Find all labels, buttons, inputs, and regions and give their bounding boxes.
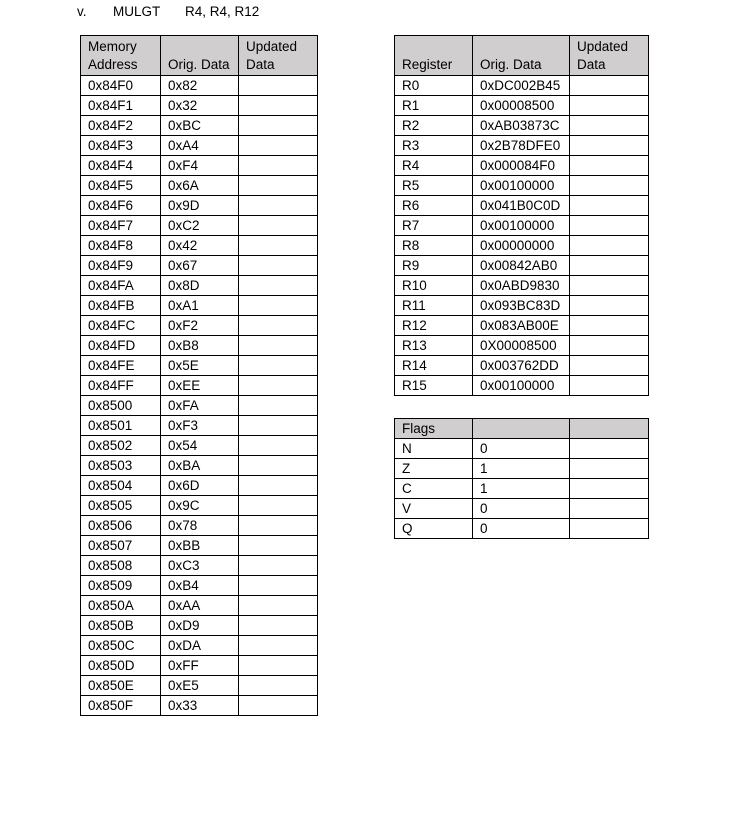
register-name-cell: R0 [395,76,473,96]
memory-orig-data-cell: 0xF3 [161,416,239,436]
memory-address-cell: 0x8507 [81,536,161,556]
memory-address-cell: 0x8506 [81,516,161,536]
memory-row [81,536,318,556]
memory-row [81,596,318,616]
memory-row [81,416,318,436]
memory-address-cell: 0x8504 [81,476,161,496]
register-orig-data-cell: 0x041B0C0D [473,196,570,216]
memory-address-cell: 0x84FE [81,356,161,376]
memory-orig-data-cell: 0xAA [161,596,239,616]
memory-row [81,296,318,316]
memory-orig-data-cell: 0xC2 [161,216,239,236]
memory-row [81,356,318,376]
register-orig-data-cell: 0x093BC83D [473,296,570,316]
register-row [395,76,649,96]
memory-orig-data-cell: 0xA4 [161,136,239,156]
flags-table-body [395,439,649,539]
memory-orig-data-cell: 0xBA [161,456,239,476]
memory-orig-data-cell: 0xB4 [161,576,239,596]
flag-updated-value-cell [570,479,649,499]
register-name-cell: R4 [395,156,473,176]
register-row [395,96,649,116]
flag-orig-value-cell: 1 [473,479,570,499]
memory-orig-data-cell: 0x8D [161,276,239,296]
register-name-cell: R8 [395,236,473,256]
register-name-cell: R6 [395,196,473,216]
register-row [395,356,649,376]
memory-address-cell: 0x84F5 [81,176,161,196]
register-updated-data-cell [570,156,649,176]
register-row [395,216,649,236]
memory-address-cell: 0x8502 [81,436,161,456]
memory-address-cell: 0x84FF [81,376,161,396]
register-row [395,156,649,176]
memory-updated-data-cell [239,216,318,236]
memory-address-cell: 0x850C [81,636,161,656]
memory-orig-data-cell: 0xBC [161,116,239,136]
memory-address-cell: 0x84FA [81,276,161,296]
register-name-cell: R3 [395,136,473,156]
instruction-mnemonic: MULGT [113,4,161,19]
flag-name-cell: Z [395,459,473,479]
register-orig-data-cell: 0x00842AB0 [473,256,570,276]
memory-address-cell: 0x84F2 [81,116,161,136]
memory-address-cell: 0x84F6 [81,196,161,216]
memory-orig-data-cell: 0xA1 [161,296,239,316]
memory-address-header: Memory Address [81,36,161,76]
memory-row [81,396,318,416]
register-row [395,136,649,156]
memory-orig-data-cell: 0x9D [161,196,239,216]
memory-orig-data-cell: 0x54 [161,436,239,456]
memory-orig-data-cell: 0x5E [161,356,239,376]
memory-updated-data-cell [239,456,318,476]
memory-updated-data-cell [239,76,318,96]
memory-orig-data-cell: 0xF4 [161,156,239,176]
memory-address-cell: 0x84FD [81,336,161,356]
register-updated-data-cell [570,176,649,196]
memory-address-cell: 0x8505 [81,496,161,516]
flag-row [395,499,649,519]
register-row [395,256,649,276]
memory-updated-data-cell [239,676,318,696]
memory-orig-data-cell: 0xB8 [161,336,239,356]
register-name-cell: R1 [395,96,473,116]
flags-orig-header [473,419,570,439]
flag-row [395,479,649,499]
memory-table-body [81,76,318,716]
memory-updated-data-cell [239,516,318,536]
register-orig-data-cell: 0x2B78DFE0 [473,136,570,156]
register-row [395,336,649,356]
memory-updated-data-cell [239,396,318,416]
flag-updated-value-cell [570,459,649,479]
flag-row [395,459,649,479]
memory-row [81,336,318,356]
memory-updated-data-cell [239,476,318,496]
register-orig-data-cell: 0x000084F0 [473,156,570,176]
memory-row [81,236,318,256]
memory-row [81,616,318,636]
register-name-cell: R10 [395,276,473,296]
memory-row [81,436,318,456]
memory-orig-data-cell: 0xBB [161,536,239,556]
register-row [395,116,649,136]
memory-row [81,456,318,476]
register-name-cell: R13 [395,336,473,356]
register-row [395,376,649,396]
memory-address-cell: 0x84F7 [81,216,161,236]
register-name-cell: R9 [395,256,473,276]
memory-updated-data-cell [239,556,318,576]
memory-updated-data-cell [239,116,318,136]
memory-orig-data-cell: 0x6D [161,476,239,496]
memory-orig-data-cell: 0x32 [161,96,239,116]
memory-orig-data-cell: 0xEE [161,376,239,396]
register-row [395,236,649,256]
memory-orig-data-cell: 0xFA [161,396,239,416]
flags-table-header [395,419,649,439]
register-updated-data-cell [570,296,649,316]
memory-table [80,35,318,716]
instruction-number: v. [77,4,87,19]
memory-address-cell: 0x84F4 [81,156,161,176]
register-orig-data-cell: 0xAB03873C [473,116,570,136]
memory-updated-data-cell [239,436,318,456]
memory-address-cell: 0x84F3 [81,136,161,156]
memory-address-cell: 0x84F9 [81,256,161,276]
flag-updated-value-cell [570,439,649,459]
memory-address-cell: 0x84F0 [81,76,161,96]
register-name-cell: R7 [395,216,473,236]
memory-updated-data-cell [239,236,318,256]
register-name-cell: R14 [395,356,473,376]
register-updated-data-cell [570,316,649,336]
register-name-cell: R5 [395,176,473,196]
memory-row [81,556,318,576]
memory-address-cell: 0x850A [81,596,161,616]
memory-row [81,676,318,696]
memory-row [81,76,318,96]
register-updated-data-cell [570,196,649,216]
memory-row [81,576,318,596]
flag-updated-value-cell [570,519,649,539]
register-updated-data-cell [570,356,649,376]
memory-row [81,96,318,116]
flag-orig-value-cell: 0 [473,439,570,459]
flag-name-cell: C [395,479,473,499]
memory-row [81,476,318,496]
memory-orig-data-cell: 0x82 [161,76,239,96]
memory-orig-data-cell: 0xC3 [161,556,239,576]
memory-row [81,696,318,716]
register-updated-data-header: Updated Data [570,36,649,76]
instruction-operands: R4, R4, R12 [185,4,260,19]
memory-address-cell: 0x850E [81,676,161,696]
register-updated-data-cell [570,116,649,136]
memory-updated-data-cell [239,96,318,116]
memory-updated-data-cell [239,276,318,296]
memory-row [81,216,318,236]
memory-address-cell: 0x850F [81,696,161,716]
memory-updated-data-cell [239,576,318,596]
register-updated-data-cell [570,336,649,356]
memory-orig-data-cell: 0xF2 [161,316,239,336]
memory-orig-data-cell: 0x6A [161,176,239,196]
register-orig-data-cell: 0x00100000 [473,376,570,396]
register-row [395,296,649,316]
memory-updated-data-cell [239,416,318,436]
register-orig-data-cell: 0x0ABD9830 [473,276,570,296]
memory-row [81,316,318,336]
register-updated-data-cell [570,136,649,156]
memory-updated-data-cell [239,656,318,676]
memory-updated-data-cell [239,336,318,356]
memory-updated-data-cell [239,636,318,656]
memory-address-cell: 0x84F8 [81,236,161,256]
memory-orig-data-cell: 0xDA [161,636,239,656]
register-row [395,276,649,296]
memory-row [81,136,318,156]
flags-header: Flags [395,419,473,439]
memory-orig-data-cell: 0x78 [161,516,239,536]
register-orig-data-cell: 0x083AB00E [473,316,570,336]
flag-row [395,439,649,459]
memory-row [81,376,318,396]
memory-updated-data-cell [239,176,318,196]
memory-updated-data-cell [239,316,318,336]
memory-row [81,116,318,136]
register-orig-data-cell: 0X00008500 [473,336,570,356]
memory-address-cell: 0x8500 [81,396,161,416]
memory-address-cell: 0x8508 [81,556,161,576]
memory-orig-data-cell: 0x9C [161,496,239,516]
flag-updated-value-cell [570,499,649,519]
register-table-body [395,76,649,396]
flags-updated-header [570,419,649,439]
memory-updated-data-cell [239,256,318,276]
memory-updated-data-cell [239,136,318,156]
memory-updated-data-cell [239,376,318,396]
memory-updated-data-cell [239,156,318,176]
register-orig-data-cell: 0x003762DD [473,356,570,376]
memory-row [81,656,318,676]
memory-row [81,276,318,296]
memory-row [81,496,318,516]
register-orig-data-cell: 0xDC002B45 [473,76,570,96]
memory-address-cell: 0x84F1 [81,96,161,116]
memory-address-cell: 0x8503 [81,456,161,476]
register-name-cell: R11 [395,296,473,316]
memory-orig-data-cell: 0x33 [161,696,239,716]
memory-address-cell: 0x850D [81,656,161,676]
memory-updated-data-cell [239,616,318,636]
register-orig-data-cell: 0x00000000 [473,236,570,256]
flags-table [394,418,649,539]
flag-name-cell: Q [395,519,473,539]
register-header: Register [395,36,473,76]
memory-updated-data-cell [239,596,318,616]
flag-row [395,519,649,539]
register-name-cell: R15 [395,376,473,396]
memory-row [81,196,318,216]
register-orig-data-cell: 0x00100000 [473,216,570,236]
memory-table-header [81,36,318,76]
memory-updated-data-cell [239,356,318,376]
memory-row [81,156,318,176]
memory-orig-data-header: Orig. Data [161,36,239,76]
memory-row [81,636,318,656]
memory-orig-data-cell: 0xFF [161,656,239,676]
register-updated-data-cell [570,376,649,396]
memory-updated-data-cell [239,536,318,556]
register-name-cell: R2 [395,116,473,136]
memory-updated-data-cell [239,296,318,316]
register-table-header [395,36,649,76]
memory-row [81,256,318,276]
memory-address-cell: 0x8509 [81,576,161,596]
memory-address-cell: 0x8501 [81,416,161,436]
flag-name-cell: N [395,439,473,459]
register-row [395,176,649,196]
register-updated-data-cell [570,216,649,236]
register-updated-data-cell [570,96,649,116]
register-updated-data-cell [570,256,649,276]
register-orig-data-header: Orig. Data [473,36,570,76]
memory-address-cell: 0x84FB [81,296,161,316]
register-table [394,35,649,396]
memory-orig-data-cell: 0x42 [161,236,239,256]
memory-row [81,176,318,196]
register-orig-data-cell: 0x00008500 [473,96,570,116]
memory-updated-data-header: Updated Data [239,36,318,76]
register-updated-data-cell [570,76,649,96]
memory-orig-data-cell: 0xE5 [161,676,239,696]
flag-name-cell: V [395,499,473,519]
register-name-cell: R12 [395,316,473,336]
memory-updated-data-cell [239,496,318,516]
register-updated-data-cell [570,236,649,256]
register-orig-data-cell: 0x00100000 [473,176,570,196]
flag-orig-value-cell: 1 [473,459,570,479]
register-row [395,196,649,216]
memory-orig-data-cell: 0x67 [161,256,239,276]
memory-updated-data-cell [239,196,318,216]
memory-row [81,516,318,536]
memory-address-cell: 0x84FC [81,316,161,336]
flag-orig-value-cell: 0 [473,499,570,519]
memory-orig-data-cell: 0xD9 [161,616,239,636]
register-updated-data-cell [570,276,649,296]
flag-orig-value-cell: 0 [473,519,570,539]
memory-address-cell: 0x850B [81,616,161,636]
memory-updated-data-cell [239,696,318,716]
register-row [395,316,649,336]
